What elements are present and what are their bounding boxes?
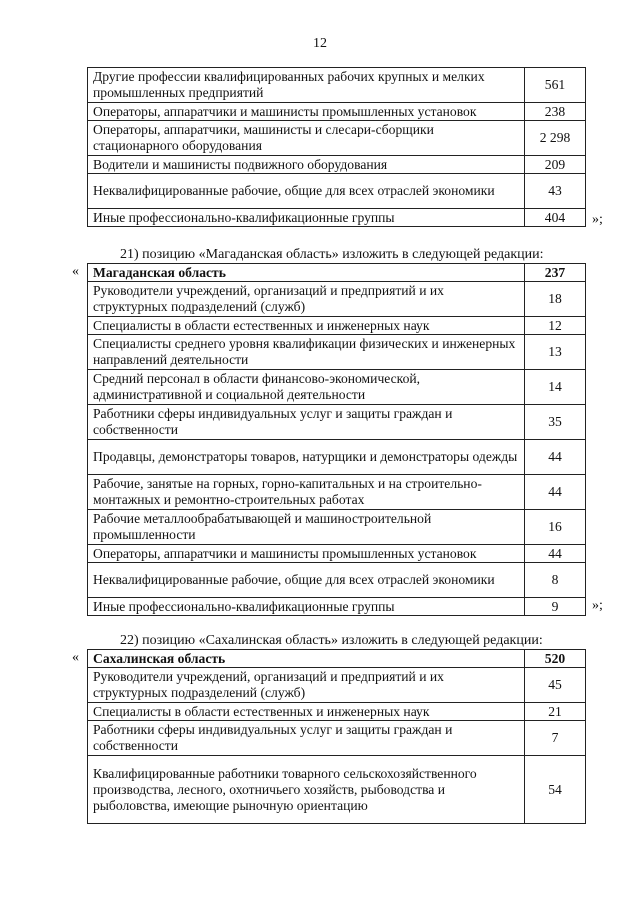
row-label: Операторы, аппаратчики, машинисты и слесари-сборщики стационарного оборудования <box>88 121 525 156</box>
table-row <box>88 370 586 405</box>
table-row <box>88 282 586 317</box>
row-label: Неквалифицированные рабочие, общие для всех отраслей экономики <box>88 563 525 598</box>
row-label: Продавцы, демонстраторы товаров, натурщики и демонстраторы одежды <box>88 440 525 475</box>
page-number: 12 <box>313 36 327 51</box>
row-value: 14 <box>525 370 586 405</box>
region-total: 520 <box>525 650 586 668</box>
row-label: Другие профессии квалифицированных рабочих крупных и мелких промышленных предприятий <box>88 68 525 103</box>
table-row <box>88 598 586 616</box>
row-label: Иные профессионально-квалификационные группы <box>88 209 525 227</box>
table-sakhalin <box>87 649 586 824</box>
row-label: Операторы, аппаратчики и машинисты промышленных установок <box>88 103 525 121</box>
row-value: 16 <box>525 510 586 545</box>
row-value: 12 <box>525 317 586 335</box>
table-row <box>88 545 586 563</box>
table-row <box>88 721 586 756</box>
table-row <box>88 209 586 227</box>
row-value: 13 <box>525 335 586 370</box>
row-label: Специалисты среднего уровня квалификации физических и инженерных направлений деятельности <box>88 335 525 370</box>
row-label: Водители и машинисты подвижного оборудования <box>88 156 525 174</box>
row-value: 238 <box>525 103 586 121</box>
table-row <box>88 563 586 598</box>
row-value: 8 <box>525 563 586 598</box>
region-name: Сахалинская область <box>88 650 525 668</box>
table-row <box>88 68 586 103</box>
table-magadan <box>87 263 586 616</box>
opening-quote: « <box>72 264 79 279</box>
table-continuation <box>87 67 586 227</box>
row-label: Рабочие, занятые на горных, горно-капитальных и на строительно-монтажных и ремонтно-строительных работах <box>88 475 525 510</box>
row-value: 43 <box>525 174 586 209</box>
table-row <box>88 156 586 174</box>
row-value: 561 <box>525 68 586 103</box>
row-label: Средний персонал в области финансово-экономической, административной и социальной деятельности <box>88 370 525 405</box>
row-value: 21 <box>525 703 586 721</box>
closing-quote: »; <box>592 212 603 227</box>
row-label: Операторы, аппаратчики и машинисты промышленных установок <box>88 545 525 563</box>
paragraph-21: 21) позицию «Магаданская область» изложить в следующей редакции: <box>120 247 544 262</box>
table-row <box>88 335 586 370</box>
table-row <box>88 756 586 824</box>
row-value: 44 <box>525 475 586 510</box>
region-total: 237 <box>525 264 586 282</box>
row-label: Рабочие металлообрабатывающей и машиностроительной промышленности <box>88 510 525 545</box>
closing-quote: »; <box>592 598 603 613</box>
table-row <box>88 103 586 121</box>
row-value: 404 <box>525 209 586 227</box>
row-label: Квалифицированные работники товарного сельскохозяйственного производства, лесного, охотничьего хозяйств, рыбоводства и рыболовства, имеющие рыночную ориентацию <box>88 756 525 824</box>
row-label: Руководители учреждений, организаций и предприятий и их структурных подразделений (служб) <box>88 282 525 317</box>
row-label: Иные профессионально-квалификационные группы <box>88 598 525 616</box>
table-row <box>88 405 586 440</box>
table-row <box>88 510 586 545</box>
row-value: 7 <box>525 721 586 756</box>
table-row <box>88 317 586 335</box>
table-row <box>88 174 586 209</box>
row-label: Работники сферы индивидуальных услуг и защиты граждан и собственности <box>88 721 525 756</box>
table-row <box>88 703 586 721</box>
row-label: Неквалифицированные рабочие, общие для всех отраслей экономики <box>88 174 525 209</box>
row-value: 9 <box>525 598 586 616</box>
row-label: Руководители учреждений, организаций и предприятий и их структурных подразделений (служб) <box>88 668 525 703</box>
opening-quote: « <box>72 650 79 665</box>
row-value: 45 <box>525 668 586 703</box>
region-name: Магаданская область <box>88 264 525 282</box>
table-row <box>88 121 586 156</box>
row-value: 35 <box>525 405 586 440</box>
table-row <box>88 668 586 703</box>
row-label: Работники сферы индивидуальных услуг и защиты граждан и собственности <box>88 405 525 440</box>
row-label: Специалисты в области естественных и инженерных наук <box>88 703 525 721</box>
table-header-row <box>88 264 586 282</box>
row-value: 44 <box>525 440 586 475</box>
table-row <box>88 475 586 510</box>
table-row <box>88 440 586 475</box>
row-value: 2 298 <box>525 121 586 156</box>
row-value: 54 <box>525 756 586 824</box>
paragraph-22: 22) позицию «Сахалинская область» изложить в следующей редакции: <box>120 633 543 648</box>
row-value: 44 <box>525 545 586 563</box>
table-header-row <box>88 650 586 668</box>
row-label: Специалисты в области естественных и инженерных наук <box>88 317 525 335</box>
row-value: 18 <box>525 282 586 317</box>
row-value: 209 <box>525 156 586 174</box>
